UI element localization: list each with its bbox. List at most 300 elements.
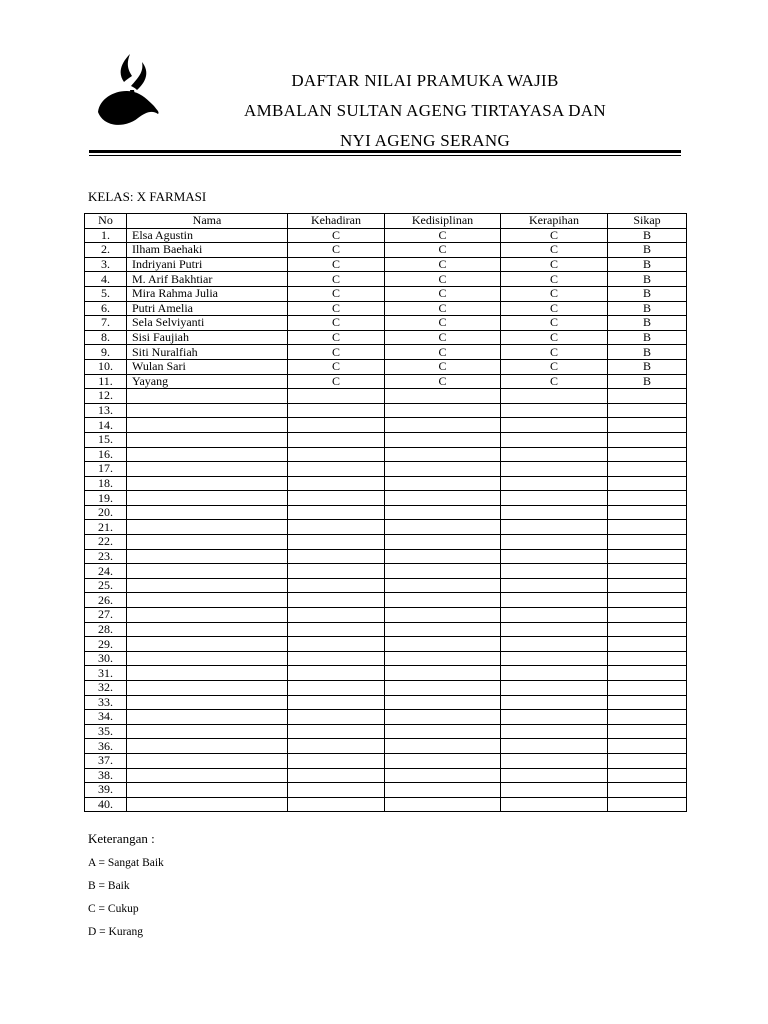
cell-no: 3. [85,257,127,272]
table-row [85,418,687,433]
cell-nama [127,797,288,812]
cell-nama: Yayang [127,374,288,389]
cell-kerapihan [501,753,608,768]
cell-kedisiplinan: C [385,374,501,389]
table-row [85,359,687,374]
cell-no: 36. [85,739,127,754]
cell-kehadiran [288,637,385,652]
cell-sikap: B [608,286,687,301]
legend-item: B = Baik [88,880,130,892]
cell-sikap [608,447,687,462]
cell-sikap [608,637,687,652]
cell-nama [127,593,288,608]
cell-sikap: B [608,374,687,389]
table-row [85,520,687,535]
cell-kehadiran [288,578,385,593]
cell-sikap: B [608,316,687,331]
cell-sikap [608,739,687,754]
cell-no: 39. [85,783,127,798]
cell-kedisiplinan [385,520,501,535]
cell-kerapihan [501,710,608,725]
cell-kerapihan [501,622,608,637]
cell-no: 13. [85,403,127,418]
cell-kehadiran: C [288,272,385,287]
table-row [85,432,687,447]
cell-kerapihan [501,535,608,550]
cell-nama [127,753,288,768]
cell-no: 20. [85,505,127,520]
cell-sikap [608,783,687,798]
cell-kedisiplinan [385,797,501,812]
cell-sikap: B [608,330,687,345]
cell-kedisiplinan [385,403,501,418]
cell-sikap: B [608,272,687,287]
table-row [85,695,687,710]
cell-kerapihan [501,505,608,520]
cell-sikap [608,695,687,710]
cell-nama [127,535,288,550]
cell-no: 15. [85,432,127,447]
cell-sikap [608,593,687,608]
cell-sikap [608,389,687,404]
cell-kerapihan: C [501,286,608,301]
cell-kedisiplinan [385,695,501,710]
cell-nama [127,403,288,418]
cell-no: 38. [85,768,127,783]
cell-kedisiplinan [385,505,501,520]
cell-kehadiran [288,462,385,477]
cell-kerapihan [501,695,608,710]
cell-kehadiran [288,389,385,404]
logo-seed-body [98,91,159,125]
grades-table [84,213,687,812]
cell-kerapihan [501,739,608,754]
logo-flame-left [121,54,132,82]
cell-nama: Siti Nuralfiah [127,345,288,360]
cell-sikap [608,724,687,739]
cell-kedisiplinan [385,768,501,783]
cell-nama [127,564,288,579]
cell-kerapihan: C [501,316,608,331]
table-row [85,301,687,316]
cell-sikap: B [608,345,687,360]
table-row [85,243,687,258]
cell-kedisiplinan [385,462,501,477]
legend-item: C = Cukup [88,903,139,915]
cell-kedisiplinan [385,637,501,652]
cell-nama: Elsa Agustin [127,228,288,243]
cell-kedisiplinan: C [385,272,501,287]
tunas-kelapa-logo-icon [94,48,160,130]
cell-sikap [608,710,687,725]
table-row [85,389,687,404]
table-row [85,651,687,666]
cell-kerapihan [501,447,608,462]
table-row [85,330,687,345]
cell-kedisiplinan [385,549,501,564]
cell-no: 28. [85,622,127,637]
cell-nama [127,447,288,462]
table-row [85,491,687,506]
legend-item: D = Kurang [88,926,144,938]
cell-kehadiran [288,491,385,506]
cell-kehadiran [288,651,385,666]
cell-kedisiplinan [385,753,501,768]
cell-sikap: B [608,257,687,272]
cell-sikap [608,462,687,477]
cell-sikap: B [608,301,687,316]
cell-no: 1. [85,228,127,243]
cell-kehadiran [288,768,385,783]
column-header-kerapihan: Kerapihan [501,214,608,229]
table-row [85,345,687,360]
cell-no: 30. [85,651,127,666]
cell-no: 8. [85,330,127,345]
cell-nama [127,724,288,739]
cell-nama: Mira Rahma Julia [127,286,288,301]
cell-no: 12. [85,389,127,404]
cell-nama [127,432,288,447]
cell-kerapihan [501,637,608,652]
table-row [85,622,687,637]
table-row [85,535,687,550]
cell-nama: Ilham Baehaki [127,243,288,258]
cell-kedisiplinan [385,739,501,754]
cell-kehadiran: C [288,286,385,301]
cell-kedisiplinan [385,432,501,447]
legend-title: Keterangan : [88,831,155,846]
cell-no: 21. [85,520,127,535]
cell-nama: Wulan Sari [127,359,288,374]
table-header-row [85,214,687,229]
cell-no: 16. [85,447,127,462]
cell-kerapihan [501,797,608,812]
cell-no: 11. [85,374,127,389]
table-row [85,272,687,287]
document-title-line-1: DAFTAR NILAI PRAMUKA WAJIB [291,71,559,90]
table-body [85,228,687,812]
cell-kerapihan: C [501,228,608,243]
column-header-no: No [85,214,127,229]
header-divider-thick [89,150,681,153]
class-label: KELAS: X FARMASI [88,189,207,204]
table-row [85,666,687,681]
table-row [85,753,687,768]
cell-kerapihan: C [501,359,608,374]
cell-kedisiplinan [385,783,501,798]
cell-kehadiran [288,695,385,710]
cell-kedisiplinan: C [385,286,501,301]
cell-nama: Sela Selviyanti [127,316,288,331]
table-row [85,476,687,491]
cell-sikap [608,578,687,593]
cell-kehadiran: C [288,345,385,360]
cell-nama [127,520,288,535]
cell-sikap [608,491,687,506]
cell-no: 22. [85,535,127,550]
cell-kedisiplinan [385,593,501,608]
table-row [85,608,687,623]
cell-no: 27. [85,608,127,623]
cell-kehadiran [288,593,385,608]
column-header-kedisiplinan: Kedisiplinan [385,214,501,229]
cell-nama [127,695,288,710]
legend-item: A = Sangat Baik [88,857,164,869]
cell-nama [127,491,288,506]
cell-kerapihan: C [501,257,608,272]
cell-kedisiplinan [385,622,501,637]
cell-kehadiran [288,622,385,637]
cell-kerapihan [501,666,608,681]
cell-no: 7. [85,316,127,331]
cell-no: 4. [85,272,127,287]
cell-sikap [608,797,687,812]
cell-kehadiran: C [288,359,385,374]
cell-nama: M. Arif Bakhtiar [127,272,288,287]
cell-kehadiran [288,564,385,579]
cell-nama [127,505,288,520]
cell-kehadiran: C [288,301,385,316]
column-header-sikap: Sikap [608,214,687,229]
cell-kedisiplinan: C [385,243,501,258]
cell-sikap [608,418,687,433]
cell-no: 10. [85,359,127,374]
table-row [85,403,687,418]
cell-nama [127,783,288,798]
cell-kedisiplinan [385,476,501,491]
cell-kerapihan [501,389,608,404]
table-row [85,316,687,331]
cell-nama [127,681,288,696]
cell-kehadiran [288,403,385,418]
cell-kedisiplinan [385,564,501,579]
cell-no: 35. [85,724,127,739]
cell-no: 18. [85,476,127,491]
cell-kehadiran: C [288,330,385,345]
cell-nama [127,666,288,681]
cell-nama: Sisi Faujiah [127,330,288,345]
cell-kehadiran [288,753,385,768]
cell-kerapihan [501,418,608,433]
cell-kerapihan [501,724,608,739]
cell-no: 23. [85,549,127,564]
table-row [85,564,687,579]
cell-nama [127,637,288,652]
table-row [85,768,687,783]
cell-kerapihan [501,768,608,783]
cell-nama [127,710,288,725]
cell-kerapihan [501,520,608,535]
cell-no: 34. [85,710,127,725]
cell-kerapihan [501,403,608,418]
cell-kedisiplinan [385,710,501,725]
cell-sikap [608,608,687,623]
cell-kedisiplinan: C [385,359,501,374]
table-row [85,578,687,593]
cell-nama [127,578,288,593]
cell-kehadiran: C [288,374,385,389]
cell-kerapihan [501,564,608,579]
cell-no: 9. [85,345,127,360]
header-divider-thin [89,155,681,156]
cell-kehadiran: C [288,257,385,272]
cell-no: 40. [85,797,127,812]
cell-kerapihan [501,593,608,608]
cell-kedisiplinan: C [385,316,501,331]
cell-nama [127,651,288,666]
cell-nama [127,389,288,404]
cell-kehadiran [288,476,385,491]
cell-nama [127,622,288,637]
logo-flame-right [131,62,146,90]
table-row [85,710,687,725]
cell-kehadiran [288,505,385,520]
cell-kedisiplinan: C [385,330,501,345]
cell-no: 31. [85,666,127,681]
cell-sikap [608,564,687,579]
cell-no: 25. [85,578,127,593]
cell-no: 26. [85,593,127,608]
cell-kerapihan: C [501,301,608,316]
cell-kedisiplinan [385,724,501,739]
table-row [85,257,687,272]
cell-sikap [608,651,687,666]
cell-kehadiran [288,666,385,681]
document-title-line-3: NYI AGENG SERANG [339,131,511,150]
cell-kehadiran [288,681,385,696]
cell-kehadiran [288,447,385,462]
cell-sikap [608,753,687,768]
cell-kehadiran: C [288,243,385,258]
cell-kerapihan [501,651,608,666]
cell-sikap [608,681,687,696]
cell-nama [127,608,288,623]
cell-no: 32. [85,681,127,696]
cell-kehadiran [288,432,385,447]
cell-kehadiran [288,797,385,812]
table-row [85,739,687,754]
cell-kehadiran [288,710,385,725]
cell-sikap: B [608,228,687,243]
cell-no: 33. [85,695,127,710]
table-row [85,447,687,462]
cell-kehadiran [288,608,385,623]
cell-nama [127,418,288,433]
cell-kerapihan [501,681,608,696]
cell-kerapihan: C [501,272,608,287]
table-row [85,228,687,243]
cell-kedisiplinan: C [385,257,501,272]
cell-no: 6. [85,301,127,316]
cell-kerapihan [501,491,608,506]
cell-no: 24. [85,564,127,579]
cell-kedisiplinan [385,389,501,404]
cell-kedisiplinan [385,535,501,550]
cell-kedisiplinan: C [385,228,501,243]
cell-kedisiplinan [385,666,501,681]
cell-kehadiran [288,783,385,798]
cell-no: 14. [85,418,127,433]
cell-kerapihan: C [501,374,608,389]
cell-sikap [608,535,687,550]
cell-sikap: B [608,243,687,258]
cell-kehadiran [288,724,385,739]
table-row [85,374,687,389]
cell-sikap [608,768,687,783]
cell-nama [127,476,288,491]
cell-sikap [608,666,687,681]
cell-kerapihan [501,462,608,477]
cell-sikap: B [608,359,687,374]
cell-no: 37. [85,753,127,768]
cell-kerapihan: C [501,243,608,258]
cell-no: 19. [85,491,127,506]
cell-kerapihan [501,549,608,564]
cell-kehadiran [288,739,385,754]
cell-kehadiran: C [288,316,385,331]
cell-kehadiran [288,520,385,535]
table-row [85,593,687,608]
table-row [85,724,687,739]
cell-kehadiran [288,535,385,550]
cell-kedisiplinan: C [385,301,501,316]
cell-sikap [608,476,687,491]
cell-sikap [608,520,687,535]
cell-sikap [608,505,687,520]
cell-kerapihan [501,783,608,798]
cell-kerapihan [501,432,608,447]
cell-kerapihan [501,608,608,623]
cell-no: 29. [85,637,127,652]
cell-no: 17. [85,462,127,477]
cell-no: 5. [85,286,127,301]
cell-nama: Putri Amelia [127,301,288,316]
cell-kedisiplinan [385,418,501,433]
cell-kedisiplinan [385,681,501,696]
table-row [85,797,687,812]
table-row [85,681,687,696]
table-row [85,462,687,477]
cell-nama [127,549,288,564]
cell-kedisiplinan [385,651,501,666]
cell-sikap [608,403,687,418]
cell-kedisiplinan [385,491,501,506]
cell-nama [127,768,288,783]
cell-kedisiplinan [385,608,501,623]
cell-kedisiplinan [385,578,501,593]
table-row [85,286,687,301]
table-row [85,637,687,652]
cell-kehadiran [288,418,385,433]
table-row [85,783,687,798]
cell-nama: Indriyani Putri [127,257,288,272]
cell-sikap [608,432,687,447]
cell-kehadiran [288,549,385,564]
cell-kehadiran: C [288,228,385,243]
cell-kerapihan: C [501,345,608,360]
column-header-kehadiran: Kehadiran [288,214,385,229]
table-row [85,549,687,564]
cell-kedisiplinan [385,447,501,462]
cell-kerapihan [501,578,608,593]
cell-sikap [608,549,687,564]
cell-kedisiplinan: C [385,345,501,360]
document-title-line-2: AMBALAN SULTAN AGENG TIRTAYASA DAN [244,101,606,120]
column-header-nama: Nama [127,214,288,229]
cell-kerapihan: C [501,330,608,345]
cell-no: 2. [85,243,127,258]
table-row [85,505,687,520]
